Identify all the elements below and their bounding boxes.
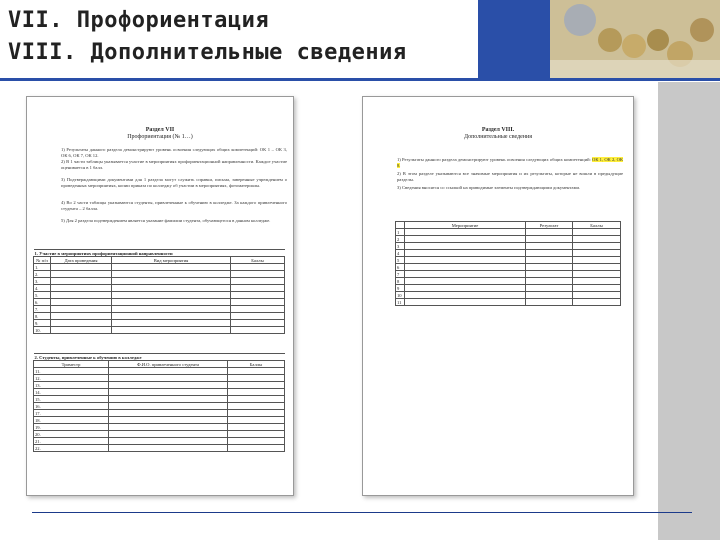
doc2-paragraph-3: 3) Сведения вносятся со ссылкой на приводимые элементы подтверждающими документами. <box>397 185 581 190</box>
document-page-section-viii <box>362 96 634 496</box>
header-decor-band <box>478 0 720 78</box>
table-row <box>34 292 285 299</box>
row-number: 1. <box>34 264 51 271</box>
table-row <box>396 250 621 257</box>
table-row <box>396 229 621 236</box>
doc1-paragraph-1: 1) Результаты данного раздела демонстрируют уровень освоения следующих общих компетенций: ОК 1 – ОК 3, ОК 6, ОК 7, ОК 12. <box>61 147 287 158</box>
table-row <box>396 278 621 285</box>
table-row <box>396 292 621 299</box>
row-number: 9 <box>396 285 405 292</box>
table-row <box>34 299 285 306</box>
doc1-section1-title: 1. Участие в мероприятиях профориентационной направленности <box>34 250 285 257</box>
table-row <box>34 424 285 431</box>
row-number: 2 <box>396 236 405 243</box>
row-number: 3. <box>34 278 51 285</box>
slide-title-line-1: VII. Профориентация <box>8 8 270 33</box>
table-row <box>34 431 285 438</box>
row-number: 8. <box>34 313 51 320</box>
row-number: 5 <box>396 257 405 264</box>
table-row <box>34 389 285 396</box>
row-number: 22. <box>34 445 109 452</box>
table-row <box>34 382 285 389</box>
row-number: 15. <box>34 396 109 403</box>
table-row <box>396 285 621 292</box>
table-header-cell: Мероприятие <box>405 222 526 229</box>
doc1-section2-title: 2. Студенты, привлеченные к обучению в колледже <box>34 354 285 361</box>
doc1-section1-table <box>33 249 285 334</box>
doc2-subheading: Дополнительные сведения <box>463 134 532 140</box>
table-row <box>396 257 621 264</box>
table-row <box>396 299 621 306</box>
row-number: 13. <box>34 382 109 389</box>
table-row <box>34 313 285 320</box>
table-header-cell: Баллы <box>231 257 285 264</box>
table-header-cell: Ф.И.О. привлеченного студента <box>109 361 228 368</box>
right-side-bar <box>658 82 720 540</box>
row-number: 5. <box>34 292 51 299</box>
doc1-paragraph-2: 2) В 1 части таблицы указывается участие в мероприятиях профориентационной направленности. Каждое участие оценивается в 1 балл. <box>61 159 287 170</box>
row-number: 4. <box>34 285 51 292</box>
table-row <box>34 285 285 292</box>
table-row <box>34 438 285 445</box>
row-number: 6. <box>34 299 51 306</box>
doc1-section2-table <box>33 353 285 452</box>
row-number: 20. <box>34 431 109 438</box>
table-row <box>34 417 285 424</box>
table-row <box>34 320 285 327</box>
row-number: 10 <box>396 292 405 299</box>
table-row <box>396 236 621 243</box>
doc1-paragraph-4: 4) Во 2 части таблицы указываются студенты, привлеченные к обучению в колледже. За каждого привлеченного студента – 2 балла. <box>61 200 287 211</box>
row-number: 16. <box>34 403 109 410</box>
coins-image-icon <box>550 0 720 78</box>
row-number: 21. <box>34 438 109 445</box>
row-number: 9. <box>34 320 51 327</box>
row-number: 18. <box>34 417 109 424</box>
row-number: 7 <box>396 271 405 278</box>
header-decor-image <box>550 0 720 78</box>
table-header-cell <box>396 222 405 229</box>
table-row <box>34 368 285 375</box>
table-row <box>34 445 285 452</box>
table-header-cell: Вид мероприятия <box>112 257 231 264</box>
row-number: 6 <box>396 264 405 271</box>
row-number: 11 <box>396 299 405 306</box>
table-row <box>396 243 621 250</box>
row-number: 11. <box>34 368 109 375</box>
footer-divider <box>32 512 692 513</box>
table-row <box>34 410 285 417</box>
row-number: 4 <box>396 250 405 257</box>
slide-title-line-2: VIII. Дополнительные сведения <box>8 40 407 65</box>
doc2-paragraph-1-text: 1) Результаты данного раздела демонстрируют уровень освоения следующих общих компетенций: <box>397 157 591 162</box>
table-row <box>34 403 285 410</box>
table-header-cell: Баллы <box>573 222 621 229</box>
table-row <box>34 278 285 285</box>
table-row <box>34 271 285 278</box>
table-header-cell: Результат <box>526 222 573 229</box>
slide-header <box>0 0 720 78</box>
row-number: 12. <box>34 375 109 382</box>
document-page-section-vii <box>26 96 294 496</box>
table-row <box>34 396 285 403</box>
row-number: 8 <box>396 278 405 285</box>
doc2-heading: Раздел VIII. <box>481 127 515 133</box>
table-row <box>34 327 285 334</box>
doc2-paragraph-1 <box>397 157 623 169</box>
row-number: 19. <box>34 424 109 431</box>
table-header-cell: Триместр <box>34 361 109 368</box>
table-row <box>396 264 621 271</box>
table-header-cell: № п/п <box>34 257 51 264</box>
header-divider <box>0 78 720 81</box>
row-number: 3 <box>396 243 405 250</box>
table-row <box>34 306 285 313</box>
table-row <box>34 264 285 271</box>
table-header-cell: Баллы <box>228 361 285 368</box>
row-number: 17. <box>34 410 109 417</box>
table-row <box>34 375 285 382</box>
row-number: 7. <box>34 306 51 313</box>
row-number: 2. <box>34 271 51 278</box>
table-header-cell: Дата проведения <box>51 257 112 264</box>
doc1-paragraph-5: 5) Для 2 раздела подтверждением является указание фамилии студента, обучающегося в данном колледже. <box>61 218 271 223</box>
doc1-paragraph-3: 3) Подтверждающими документами для 1 раздела могут служить справки, письма, заверенные учреждением о проведенных мероприятиях, копии приказа по колледжу об участии в мероприятиях, фотоматериалы. <box>61 177 287 188</box>
doc1-subheading: Профориентация (№ 1…) <box>127 134 193 140</box>
doc2-events-table <box>395 221 621 306</box>
doc1-heading: Раздел VII <box>145 127 175 133</box>
table-row <box>396 271 621 278</box>
row-number: 10. <box>34 327 51 334</box>
doc2-highlighted-competencies: ОК 1, ОК 2, ОК 8. <box>397 157 623 168</box>
row-number: 1 <box>396 229 405 236</box>
doc2-paragraph-2: 2) В этом разделе указываются все значимые мероприятия и их результаты, которые не вошли в предыдущие разделы. <box>397 171 623 182</box>
row-number: 14. <box>34 389 109 396</box>
